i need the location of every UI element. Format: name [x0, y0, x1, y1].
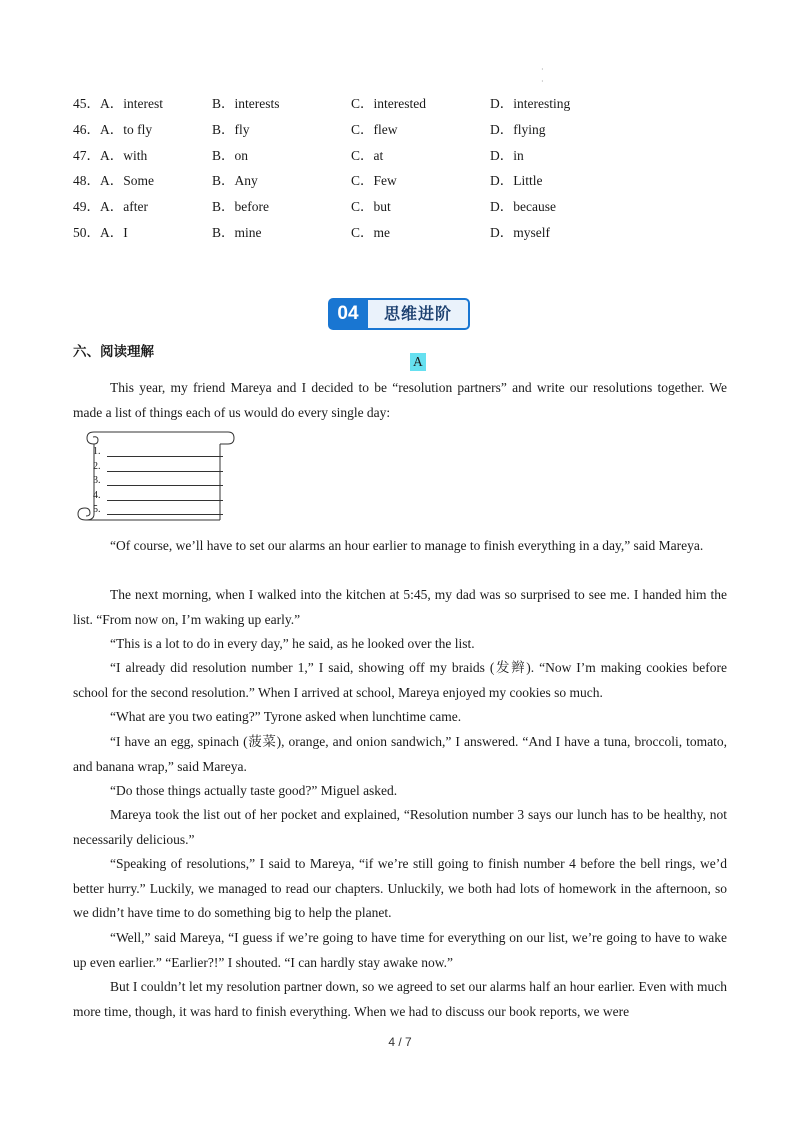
option-c[interactable]: C．Few: [351, 173, 397, 189]
question-number-and-option-a[interactable]: 45．A．interest: [73, 96, 163, 111]
page-number: 4 / 7: [388, 1035, 412, 1049]
resolution-list-scroll: [72, 428, 236, 528]
decorative-dots: · ·: [541, 65, 544, 86]
option-c[interactable]: C．flew: [351, 121, 398, 137]
option-c[interactable]: C．at: [351, 147, 384, 163]
option-b[interactable]: B．before: [212, 199, 269, 215]
passage-paragraph: Mareya took the list out of her pocket and explained, “Resolution number 3 says our lunch has to be healthy, not necessarily delicious.”: [73, 807, 727, 847]
option-d[interactable]: D．Little: [490, 173, 543, 189]
scroll-list: [93, 445, 223, 518]
passage-paragraph: “Well,” said Mareya, “I guess if we’re going to have time for everything on our list, we’re going to have to wake up even earlier.” “Earlier?!” I shouted. “I can hardly stay awake now.”: [73, 930, 727, 970]
passage-paragraph: “What are you two eating?” Tyrone asked when lunchtime came.: [110, 709, 462, 724]
option-b[interactable]: B．on: [212, 147, 249, 163]
option-c[interactable]: C．me: [351, 224, 390, 240]
list-item: 3.: [93, 474, 223, 489]
option-c[interactable]: C．but: [351, 199, 391, 215]
question-number-and-option-a[interactable]: 49．A．after: [73, 199, 148, 215]
list-item: 2.: [93, 460, 223, 475]
question-number-and-option-a[interactable]: 50．A．I: [73, 224, 128, 240]
option-b[interactable]: B．fly: [212, 121, 250, 137]
option-d[interactable]: D．myself: [490, 224, 550, 240]
section-badge-label: 思维进阶: [368, 298, 470, 330]
passage-paragraph: “Speaking of resolutions,” I said to Mareya, “if we’re still going to finish number 4 before the bell rings, we’d better hurry.” Luckily, we managed to read our chapters. Unluckily, we both had lots of homework in the afternoon, so we didn’t have time to do something big to help the planet.: [73, 856, 727, 920]
section-badge: [328, 298, 472, 330]
passage-paragraph: “I already did resolution number 1,” I said, showing off my braids (发辫). “Now I’m making cookies before school for the second resolution.” When I arrived at school, Mareya enjoyed my cookies so much.: [73, 660, 727, 700]
passage-paragraph: “This is a lot to do in every day,” he said, as he looked over the list.: [110, 636, 475, 651]
question-number-and-option-a[interactable]: 47．A．with: [73, 147, 148, 163]
question-number-and-option-a[interactable]: 46．A．to fly: [73, 121, 153, 137]
option-b[interactable]: B．interests: [212, 96, 280, 111]
option-d[interactable]: D．flying: [490, 121, 546, 137]
option-c[interactable]: C．interested: [351, 96, 426, 111]
passage-paragraph: This year, my friend Mareya and I decided to be “resolution partners” and write our resolutions together. We made a list of things each of us would do every single day:: [73, 380, 727, 420]
question-number-and-option-a[interactable]: 48．A．Some: [73, 173, 154, 189]
passage-paragraph: But I couldn’t let my resolution partner down, so we agreed to set our alarms half an hour earlier. Even with much more time, though, it was hard to finish everything. When we had to discuss our book reports, we were: [73, 979, 727, 1019]
passage-paragraph: “I have an egg, spinach (菠菜), orange, and onion sandwich,” I answered. “And I have a tuna, broccoli, tomato, and banana wrap,” said Mareya.: [73, 734, 727, 774]
list-item: 5.: [93, 503, 223, 518]
option-d[interactable]: D．interesting: [490, 96, 571, 111]
section-title: 六、阅读理解: [73, 344, 154, 360]
passage-paragraph: “Do those things actually taste good?” Miguel asked.: [110, 783, 398, 798]
passage-paragraph: “Of course, we’ll have to set our alarms an hour earlier to manage to finish everything in a day,” said Mareya.: [110, 538, 704, 553]
option-b[interactable]: B．Any: [212, 173, 258, 189]
list-item: 4.: [93, 489, 223, 504]
option-b[interactable]: B．mine: [212, 224, 262, 240]
list-item: 1.: [93, 445, 223, 460]
option-d[interactable]: D．because: [490, 199, 556, 215]
passage-paragraph: The next morning, when I walked into the kitchen at 5:45, my dad was so surprised to see me. I handed him the list. “From now on, I’m waking up early.”: [73, 587, 727, 627]
section-badge-number: 04: [328, 298, 368, 330]
option-d[interactable]: D．in: [490, 147, 524, 163]
passage-label: A: [410, 353, 426, 371]
